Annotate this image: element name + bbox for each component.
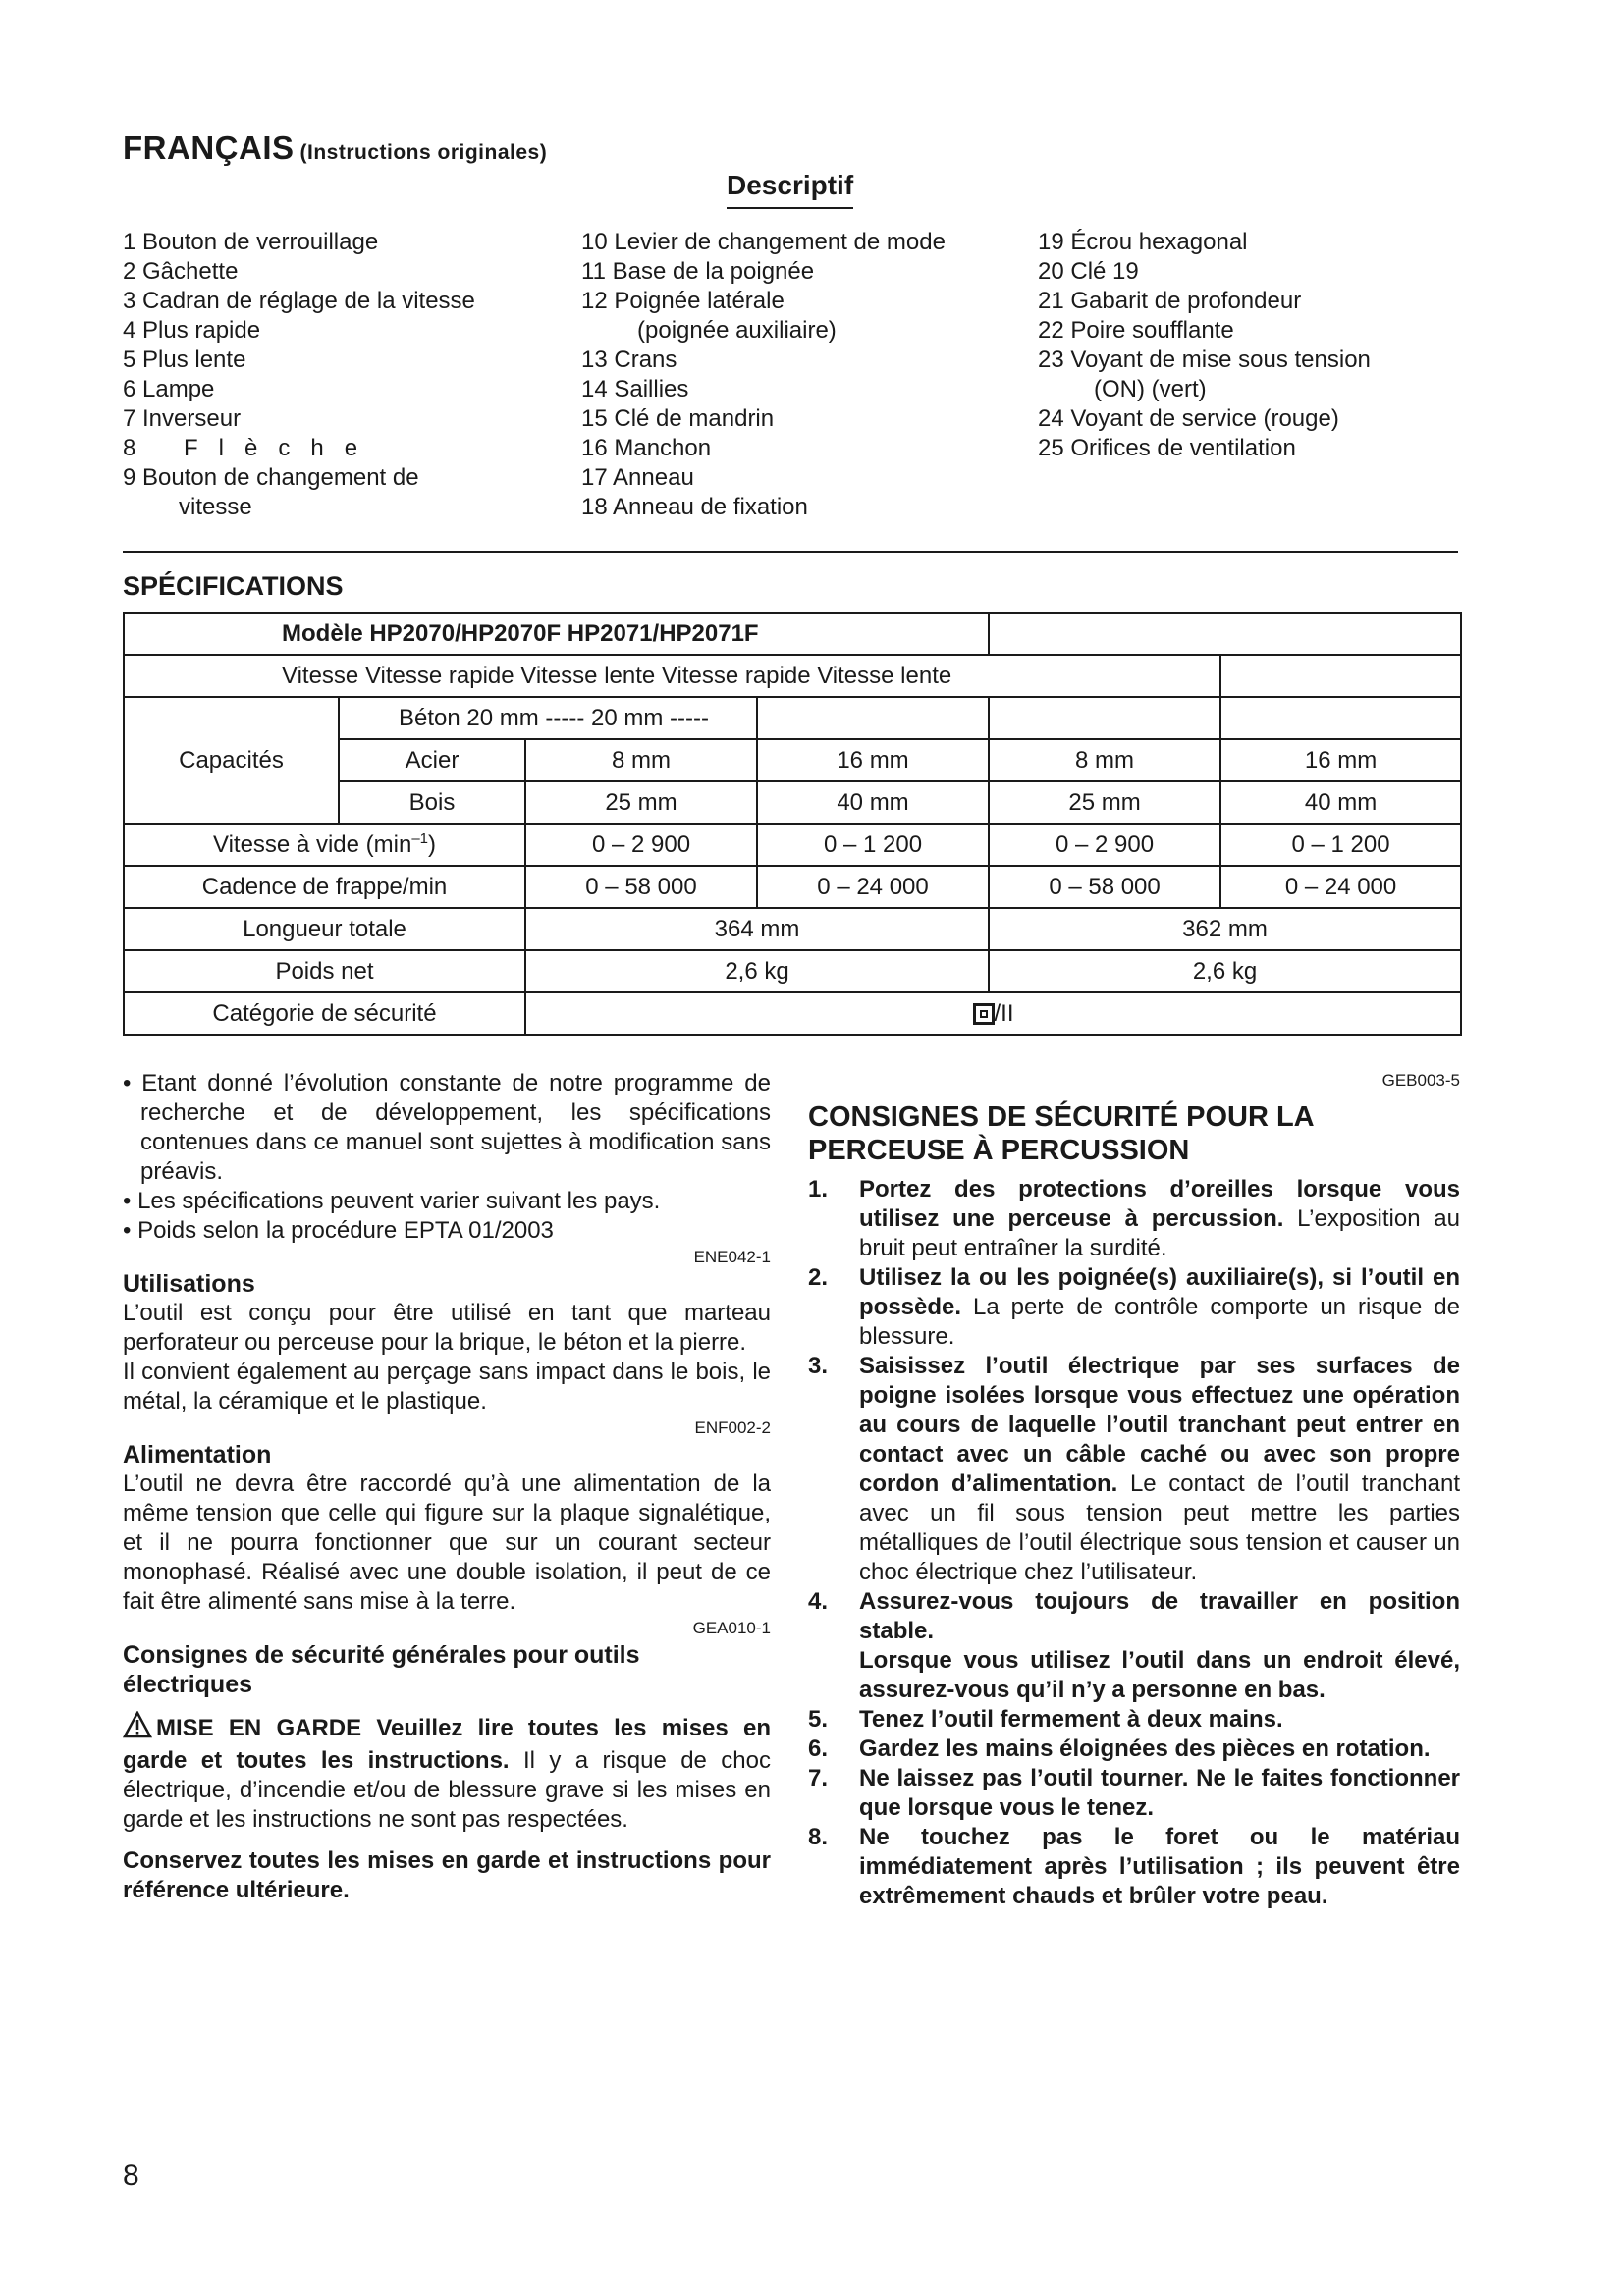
table-cell: 2,6 kg [989,950,1461,992]
table-row [124,613,1461,655]
item-number: 7. [808,1765,829,1791]
table-cell: 0 – 1 200 [1220,824,1461,866]
item-number: 2. [808,1264,829,1291]
parts-item: 20 Clé 19 [1038,258,1139,285]
row-label: Poids net [124,950,525,992]
row-label: Acier [339,739,525,781]
list-item: • Les spécifications peuvent varier suivant les pays. [123,1188,661,1214]
table-row [124,908,1461,950]
item-bold: Gardez les mains éloignées des pièces en rotation. [859,1735,1431,1762]
utilisations-heading: Utilisations [123,1270,255,1298]
speed-header-cell: Vitesse Vitesse rapide Vitesse lente Vitesse rapide Vitesse lente [124,655,1220,697]
parts-item: 18 Anneau de fixation [581,494,808,520]
parts-item: 8 Flèche [123,435,379,461]
descriptif-column-1 [123,228,475,522]
parts-item: 1 Bouton de verrouillage [123,229,379,255]
parts-item: 9 Bouton de changement de [123,464,419,491]
descriptif-column-3 [1038,228,1371,463]
table-cell [1220,655,1461,697]
item-bold: Portez des protections d’oreilles lorsque vous utilisez une perceuse à percussion. [859,1176,1460,1232]
table-cell: 25 mm [989,781,1220,824]
list-item: • Etant donné l’évolution constante de notre programme de recherche et de développement, les spécifications contenues dans ce manuel sont sujettes à modification sans préavis. [123,1070,771,1185]
list-item [808,1764,1460,1823]
parts-item: 15 Clé de mandrin [581,405,775,432]
list-item [808,1705,1460,1735]
reference-code: GEA010-1 [692,1619,771,1637]
item-text: Le contact de l’outil tranchant avec un fil sous tension peut mettre les parties métalliques de l’outil électrique sous tension et causer un choc électrique chez l’utilisateur. [859,1470,1460,1585]
parts-item: 13 Crans [581,347,677,373]
vitesse-vide-label: Vitesse à vide (min [213,831,412,858]
row-label: Catégorie de sécurité [124,992,525,1035]
list-item [808,1263,1460,1352]
table-cell: 0 – 2 900 [525,824,757,866]
table-row [124,824,1461,866]
item-bold: Tenez l’outil fermement à deux mains. [859,1706,1283,1733]
parts-item: 4 Plus rapide [123,317,261,344]
table-cell: 0 – 58 000 [525,866,757,908]
table-cell [757,697,989,739]
item-bold: Ne laissez pas l’outil tourner. Ne le faites fonctionner que lorsque vous le tenez. [859,1765,1460,1821]
parts-item: 24 Voyant de service (rouge) [1038,405,1339,432]
table-cell: 16 mm [1220,739,1461,781]
parts-item: 3 Cadran de réglage de la vitesse [123,288,475,314]
alimentation-heading: Alimentation [123,1441,272,1468]
item-number: 6. [808,1735,829,1762]
specifications-table [123,612,1462,1036]
unit-exponent: –1 [411,830,428,847]
reference-code: ENE042-1 [693,1248,771,1266]
parts-item: 7 Inverseur [123,405,242,432]
item-bold: Utilisez la ou les poignée(s) auxiliaire(s), si l’outil en possède. [859,1264,1460,1320]
item-number: 1. [808,1176,829,1202]
parts-item: 5 Plus lente [123,347,246,373]
table-cell: 0 – 1 200 [757,824,989,866]
parts-item: 12 Poignée latérale [581,288,785,314]
list-item [808,1735,1460,1764]
table-row [124,950,1461,992]
section-divider [123,551,1458,553]
descriptif-title: Descriptif [727,170,853,209]
table-cell: 40 mm [1220,781,1461,824]
table-cell: 8 mm [989,739,1220,781]
beton-cell: Béton 20 mm ----- 20 mm ----- [339,697,757,739]
warning-paragraph [123,1711,771,1835]
model-header-cell: Modèle HP2070/HP2070F HP2071/HP2071F [124,613,989,655]
item-bold: Assurez-vous toujours de travailler en position stable. [859,1588,1460,1644]
parts-item: 11 Base de la poignée [581,258,815,285]
table-cell: 0 – 24 000 [757,866,989,908]
item-bold: Saisissez l’outil électrique par ses surfaces de poigne isolées lorsque vous effectuez une opération au cours de laquelle l’outil tranchant peut entrer en contact avec un câble caché ou avec son propre cordon d’alimentation. [859,1353,1460,1497]
table-cell [525,992,1461,1035]
conservez-paragraph: Conservez toutes les mises en garde et instructions pour référence ultérieure. [123,1847,771,1903]
item-text: L’exposition au bruit peut entraîner la surdité. [859,1205,1460,1261]
double-insulation-icon [973,1003,995,1025]
table-row [124,655,1461,697]
descriptif-column-2 [581,228,946,522]
parts-item: 6 Lampe [123,376,215,402]
list-item [808,1823,1460,1911]
table-cell [989,697,1220,739]
consignes-heading: Consignes de sécurité générales pour outils électriques [123,1641,640,1698]
table-cell: 362 mm [989,908,1461,950]
item-number: 8. [808,1824,829,1850]
table-cell: 364 mm [525,908,989,950]
paragraph: L’outil est conçu pour être utilisé en tant que marteau perforateur ou perceuse pour la brique, le béton et la pierre. [123,1300,771,1356]
parts-item: 21 Gabarit de profondeur [1038,288,1302,314]
parts-item: 23 Voyant de mise sous tension [1038,347,1371,373]
parts-item: 10 Levier de changement de mode [581,229,946,255]
table-cell: 0 – 58 000 [989,866,1220,908]
table-cell: 2,6 kg [525,950,989,992]
parts-item: 25 Orifices de ventilation [1038,435,1296,461]
specifications-title: SPÉCIFICATIONS [123,571,344,601]
safety-class: /II [994,999,1014,1027]
warning-bold: MISE EN GARDE Veuillez lire toutes les mises en garde et toutes les instructions. [123,1715,771,1774]
item-number: 4. [808,1588,829,1615]
parts-item: 22 Poire soufflante [1038,317,1234,344]
row-label: Cadence de frappe/min [124,866,525,908]
safety-section-title: CONSIGNES DE SÉCURITÉ POUR LA PERCEUSE À PERCUSSION [808,1101,1314,1166]
parts-item: 17 Anneau [581,464,694,491]
item-bold: Ne touchez pas le foret ou le matériau immédiatement après l’utilisation ; ils peuvent être extrêmement chauds et brûler votre peau. [859,1824,1460,1909]
language-title: FRANÇAIS [123,130,295,166]
table-cell: 0 – 24 000 [1220,866,1461,908]
table-cell: 0 – 2 900 [989,824,1220,866]
table-cell: 25 mm [525,781,757,824]
paragraph: Il convient également au perçage sans impact dans le bois, le métal, la céramique et le plastique. [123,1359,771,1415]
language-heading [123,130,547,167]
table-cell: 8 mm [525,739,757,781]
list-item [808,1175,1460,1263]
item-number: 5. [808,1706,829,1733]
row-label: Longueur totale [124,908,525,950]
row-label: Bois [339,781,525,824]
table-row [124,697,1461,739]
right-column [808,1069,1460,1911]
list-item: • Poids selon la procédure EPTA 01/2003 [123,1217,554,1244]
paren-close: ) [428,831,436,858]
paragraph: L’outil ne devra être raccordé qu’à une alimentation de la même tension que celle qui figure sur la plaque signalétique, et il ne pourra fonctionner que sur un courant secteur monophasé. Réalisé avec une double isolation, il peut de ce fait être alimenté sans mise à la terre. [123,1470,771,1615]
table-cell [1220,697,1461,739]
capacites-label: Capacités [124,697,339,824]
row-label [124,824,525,866]
page-number: 8 [123,2160,139,2192]
item-bold-second: Lorsque vous utilisez l’outil dans un endroit élevé, assurez-vous qu’il n’y a personne en bas. [859,1647,1460,1703]
item-text: La perte de contrôle comporte un risque de blessure. [859,1294,1460,1350]
parts-item: 19 Écrou hexagonal [1038,229,1248,255]
warning-text: Il y a risque de choc électrique, d’incendie et/ou de blessure grave si les mises en garde et les instructions ne sont pas respectées. [123,1747,771,1833]
table-cell: 16 mm [757,739,989,781]
parts-item-continuation: (ON) (vert) [1094,376,1207,402]
list-item [808,1352,1460,1587]
parts-item: 14 Saillies [581,376,689,402]
left-column [123,1069,771,1905]
warning-triangle-icon [123,1711,152,1746]
reference-code: ENF002-2 [694,1418,771,1437]
table-cell [989,613,1461,655]
parts-item-continuation: (poignée auxiliaire) [637,317,837,344]
parts-item: 2 Gâchette [123,258,239,285]
table-cell: 40 mm [757,781,989,824]
list-item [808,1587,1460,1705]
item-number: 3. [808,1353,829,1379]
parts-item: 16 Manchon [581,435,712,461]
table-row [124,992,1461,1035]
language-subtitle: (Instructions originales) [299,141,548,164]
reference-code: GEB003-5 [1381,1071,1460,1090]
table-row [124,866,1461,908]
parts-item-continuation: vitesse [179,494,252,520]
